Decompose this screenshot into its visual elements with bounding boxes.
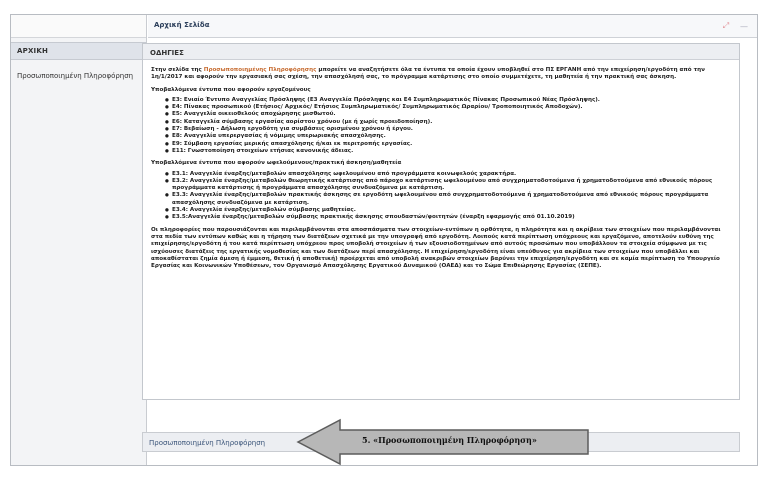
annotation-label: 5. «Προσωποποιημένη Πληροφόρηση» — [362, 435, 537, 445]
list-item: ● Ε3.2: Αναγγελία έναρξης/μεταβολών θεωρητικής κατάρτισης από πάροχο κατάρτισης ωφελουμένου από συγχρηματοδοτούμενα ή χρηματοδοτούμενα από εθνικούς πόρους προγράμματα κατάρτισης ή προγράμματα απασχόλησης συνδυαζόμενα με κατάρτιση. — [165, 178, 731, 193]
intro-text — [151, 67, 731, 82]
list-item: ● Ε6: Καταγγελία σύμβασης εργασίας αορίστου χρόνου (με ή χωρίς προειδοποίηση). — [165, 119, 731, 126]
list-item: ● Ε3.4: Αναγγελία έναρξης/μεταβολών σύμβασης μαθητείας. — [165, 207, 731, 214]
disclaimer-text: Οι πληροφορίες που παρουσιάζονται και περιλαμβάνονται στα αποσπάσματα των στοιχείων-εντύπων η ορθότητα, η πληρότητα και η ακρίβεια των στοιχείων που περιλαμβάνονται στα πεδία των εντύπων καθώς και η τήρηση των διατάξεων σχετικά με την υπογραφή από εργοδότη. Λοιπούς κατά περίπτωση υπόχρεους και εργαζόμενο, αποτελούν ευθύνη της επιχείρησης/εργοδότη ή του κατά περίπτωση υπόχρεου προς υποβολή στοιχείων ή των εξουσιοδοτημένων από αυτούς προσώπων που υποβάλλουν τα στοιχεία σύμφωνα με τις ισχύουσες διατάξεις της εργατικής νομοθεσίας και των διατάξεων περί απασχόλησης. Η επιχείρηση/εργοδότη είναι υπεύθυνος για ακρίβεια των στοιχείων που υποβάλλει και αποκαθίσταται ζημία άμεση ή έμμεση, θετική ή αποθετική) προέρχεται από υποβολή ανακριβών στοιχείων βαρύνει την επιχείρηση/εργοδότη και σε καμία περίπτωση το Υπουργείο Εργασίας και Κοινωνικών Υποθέσεων, τον Οργανισμό Απασχόλησης Εργατικού Δυναμικού (ΟΑΕΔ) και το Σώμα Επιθεώρησης Εργασίας (ΣΕΠΕ). — [151, 226, 721, 270]
list-item: ● Ε8: Αναγγελία υπερεργασίας ή νόμιμης υπερωριακής απασχόλησης. — [165, 133, 731, 140]
panel-title: ΟΔΗΓΙΕΣ — [143, 44, 739, 60]
list-item: ● Ε5: Αναγγελία οικειοθελούς αποχώρησης μισθωτού. — [165, 111, 731, 118]
list-item: ● Ε3: Ενιαίο Έντυπο Αναγγελίας Πρόσληψης (Ε3 Αναγγελία Πρόσληψης και Ε4 Συμπληρωματικός Πίνακας Προσωπικού Νέας Πρόσληψης). — [165, 97, 731, 104]
sidebar — [11, 15, 147, 465]
list-item: ● Ε4: Πίνακας προσωπικού (Ετήσιος/ Αρχικός/ Ετήσιος Συμπληρωματικός/ Συμπληρωματικός Ωραρίου/ Τροποποιητικός Αποδοχών). — [165, 104, 731, 111]
sidebar-header — [11, 15, 146, 38]
section-beneficiaries-title: Υποβαλλόμενα έντυπα που αφορούν ωφελούμενους/πρακτική άσκηση/μαθητεία — [151, 160, 402, 167]
page-title: Αρχική Σελίδα — [154, 21, 210, 29]
maximize-icon[interactable]: ⤢ — [722, 21, 730, 30]
list-item: ● Ε3.5:Αναγγελία έναρξης/μεταβολών σύμβασης πρακτικής άσκησης σπουδαστών/φοιτητών (έναρξη εφαρμογής από 01.10.2019) — [165, 214, 731, 221]
minimize-icon[interactable]: — — [740, 21, 748, 31]
intro-before: Στην σελίδα της — [151, 67, 204, 73]
employee-forms-list — [165, 97, 731, 155]
list-item: ● Ε3.3: Αναγγελία έναρξης/μεταβολών πρακτικής άσκησης σε εργοδότη ωφελουμένου από συγχρηματοδοτούμενα ή χρηματοδοτούμενα από εθνικούς πόρους προγράμματα απασχόλησης συνδυαζόμενα με κατάρτιση. — [165, 192, 731, 207]
personalized-info-link[interactable]: Προσωποποιημένης Πληροφόρησης — [203, 67, 317, 73]
intro-after: μπορείτε να αναζητήσετε όλα τα έντυπα τα οποία έχουν υποβληθεί στο ΠΣ ΕΡΓΑΝΗ από την επιχείρηση/εργοδότη από την 1η/1/2017 και αφορούν την εργασιακή σας σχέση, την απασχόλησή σας, το πρόγραμμα κατάρτισης στο οποίο συμμετέχετε, τη μαθητεία ή την πρακτική σας άσκηση. — [151, 67, 705, 81]
beneficiary-forms-list — [165, 171, 731, 222]
list-item: ● Ε9: Σύμβαση εργασίας μερικής απασχόλησης ή/και εκ περιτροπής εργασίας. — [165, 141, 731, 148]
list-item: ● Ε11: Γνωστοποίηση στοιχείων ετήσιας κανονικής άδειας. — [165, 148, 731, 155]
instructions-panel — [142, 43, 740, 400]
sidebar-item-home[interactable]: ΑΡΧΙΚΗ — [11, 42, 146, 60]
panel-body — [143, 60, 739, 270]
section-employees-title: Υποβαλλόμενα έντυπα που αφορούν εργαζομένους — [151, 86, 311, 93]
page-header — [148, 15, 757, 38]
window-controls — [719, 20, 751, 32]
list-item: ● Ε3.1: Αναγγελία έναρξης/μεταβολών απασχόλησης ωφελουμένου από προγράμματα κοινωφελούς χαρακτήρα. — [165, 171, 731, 178]
personalized-info-tab[interactable]: Προσωποποιημένη Πληροφόρηση — [149, 439, 266, 447]
list-item: ● Ε7: Βεβαίωση - Δήλωση εργοδότη για συμβάσεις ορισμένου χρόνου ή έργου. — [165, 126, 731, 133]
sidebar-item-personalized-info[interactable]: Προσωποποιημένη Πληροφόρηση — [17, 72, 134, 80]
